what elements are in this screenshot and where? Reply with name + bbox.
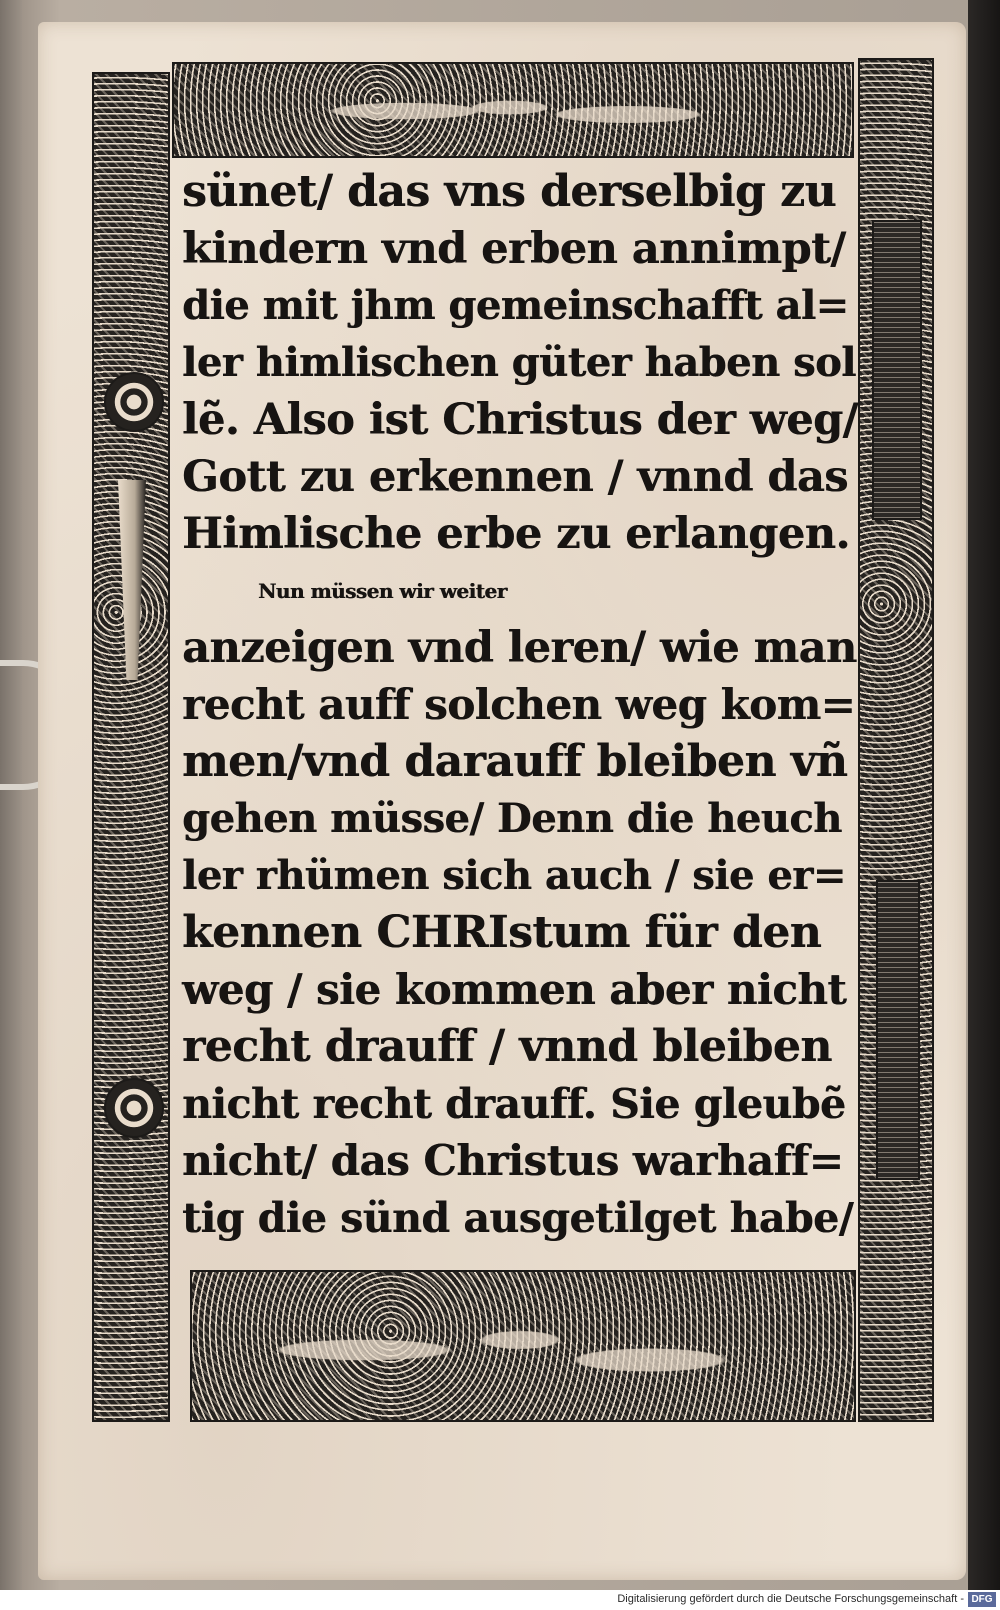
text-line: kennen CHRIstum für den <box>182 907 822 958</box>
dfg-logo: DFG <box>968 1592 996 1607</box>
text-line: tig die sünd ausgetilget habe/ <box>182 1194 854 1242</box>
text-line: recht auff solchen weg kom= <box>182 680 856 729</box>
right-dark-edge <box>968 0 1000 1590</box>
text-line: recht drauff / vnnd bleiben <box>182 1021 832 1072</box>
text-line: sünet/ das vns derselbig zu <box>182 166 836 217</box>
text-line: nicht/ das Christus warhaff= <box>182 1136 844 1185</box>
column-ornament <box>872 220 922 520</box>
text-line: men/vnd darauff bleiben vñ <box>182 736 848 787</box>
text-line: Gott zu erkennen / vnnd das <box>182 452 848 502</box>
blackletter-text-block <box>182 162 858 1262</box>
digitization-footer <box>0 1590 1000 1610</box>
text-line: ler himlischen güter haben sol <box>182 339 856 386</box>
text-line: Himlische erbe zu erlangen. <box>182 509 850 559</box>
woodcut-foliage-bottom <box>260 1300 780 1400</box>
rosette-ornament <box>104 372 164 432</box>
rosette-ornament <box>104 1078 164 1138</box>
text-line: die mit jhm gemeinschafft al= <box>182 282 849 329</box>
woodcut-border-left <box>92 72 170 1422</box>
woodcut-foliage-top <box>300 76 720 146</box>
text-line: gehen müsse/ Denn die heuch <box>182 795 842 842</box>
column-ornament <box>876 880 920 1180</box>
text-line: anzeigen vnd leren/ wie man <box>182 623 857 673</box>
text-line: kindern vnd erben annimpt/ <box>182 224 846 274</box>
text-line: lẽ. Also ist Christus der weg/ <box>182 395 858 445</box>
book-spine-edge <box>0 0 22 1590</box>
text-line: weg / sie kommen aber nicht <box>182 965 847 1014</box>
funding-credit: Digitalisierung gefördert durch die Deutsche Forschungsgemeinschaft - <box>617 1593 964 1605</box>
paragraph-first-line: Nun müssen wir weiter <box>258 579 507 603</box>
text-line: ler rhümen sich auch / sie er= <box>182 852 846 899</box>
text-line: nicht recht drauff. Sie gleubẽ <box>182 1080 846 1128</box>
